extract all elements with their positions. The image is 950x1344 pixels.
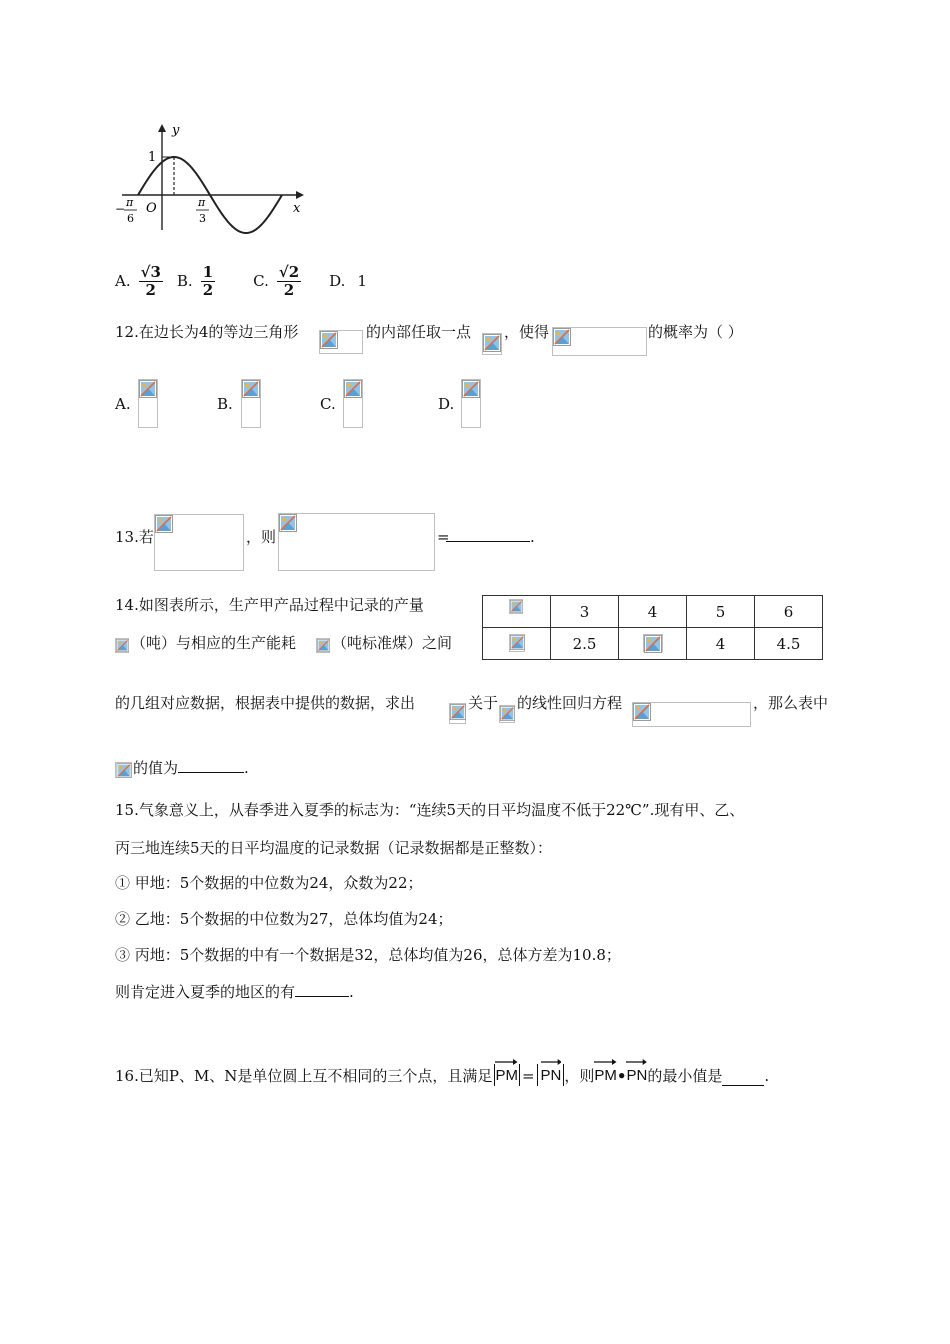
q12-option-b-image xyxy=(241,379,261,428)
vector-pm-1 xyxy=(495,1058,518,1086)
vector-arrow-icon xyxy=(495,1059,518,1065)
table-row xyxy=(483,628,823,660)
table-cell: 2.5 xyxy=(551,628,619,660)
vector-arrow-icon xyxy=(541,1059,562,1065)
broken-image-icon xyxy=(633,703,651,721)
broken-image-icon xyxy=(155,515,173,533)
broken-image-icon xyxy=(553,328,571,346)
vector-arrow-icon xyxy=(594,1059,617,1065)
q14-image-y xyxy=(316,638,330,653)
abs-bar-left-2 xyxy=(537,1064,538,1086)
broken-image-icon xyxy=(116,639,129,652)
q14-line-3a: 的几组对应数据，根据表中提供的数据，求出 xyxy=(115,694,416,712)
table-cell-header-x xyxy=(483,596,551,628)
q13-equals: = xyxy=(437,528,450,546)
broken-image-icon xyxy=(116,763,132,778)
q11-option-b-label: B. xyxy=(176,272,193,290)
q15-line-end: 则肯定进入夏季的地区的有 . xyxy=(115,983,354,1001)
axis-label-y: y xyxy=(172,123,180,138)
q11-option-c-den: 2 xyxy=(283,280,295,299)
q13-answer-blank: . xyxy=(446,527,535,547)
q14-data-table xyxy=(482,595,823,660)
broken-image-icon xyxy=(462,380,480,398)
q12-image-condition xyxy=(552,327,647,356)
vector-arrow-icon xyxy=(626,1059,647,1065)
q14-image-y2 xyxy=(449,703,466,724)
q15-line-2: 丙三地连续5天的日平均温度的记录数据（记录数据都是正整数）： xyxy=(115,839,553,857)
tick-left-num: π xyxy=(126,196,134,209)
q14-line-3b: 关于 xyxy=(468,694,499,712)
q11-option-b-num: 1 xyxy=(202,262,214,281)
sine-graph xyxy=(112,120,307,235)
abs-bar-right-1 xyxy=(519,1064,520,1086)
q14-line-4-text: 的值为 xyxy=(133,759,179,777)
q11-option-b-den: 2 xyxy=(202,280,214,299)
q11-option-a-label: A. xyxy=(115,272,131,290)
q11-option-c-label: C. xyxy=(253,272,269,290)
q12-option-b-label: B. xyxy=(217,395,233,413)
q14-image-x xyxy=(115,638,129,653)
q14-line-1: 14.如图表所示，生产甲产品过程中记录的产量 xyxy=(115,596,424,614)
y-axis-arrow xyxy=(158,124,166,132)
q16-then: ，则 xyxy=(564,1067,595,1085)
broken-image-icon xyxy=(139,380,157,398)
q11-option-a-num: √3 xyxy=(140,262,161,281)
table-cell-header-y xyxy=(483,628,551,660)
q15-line-1: 15.气象意义上，从春季进入夏季的标志为：“连续5天的日平均温度不低于22℃”.现有甲、乙、 xyxy=(115,801,745,819)
q16-equals: = xyxy=(521,1067,535,1085)
q16-line xyxy=(115,1054,769,1086)
y-tick-one: 1 xyxy=(148,150,157,165)
q14-line-3d: ，那么表中 xyxy=(753,694,829,712)
q11-option-d-label: D. xyxy=(329,272,346,290)
q13-text-2: ，则 xyxy=(246,528,277,546)
tick-right-den: 3 xyxy=(199,212,206,225)
q15-item-3: ③ 丙地：5个数据的中有一个数据是32，总体均值为26，总体方差为10.8； xyxy=(115,946,621,964)
vector-pm-label: PM xyxy=(495,1067,518,1084)
q12-option-c-image xyxy=(343,379,363,428)
q12-option-a-label: A. xyxy=(115,395,131,413)
q14-image-regression xyxy=(632,702,751,727)
table-cell: 4.5 xyxy=(755,628,823,660)
broken-image-icon xyxy=(483,334,501,352)
vector-pm-label: PM xyxy=(594,1067,617,1084)
q12-text-3: ，使得 xyxy=(504,323,550,341)
q12-text-4: 的概率为（ ） xyxy=(648,323,743,341)
q11-option-c-fraction xyxy=(277,264,301,299)
table-cell: 5 xyxy=(687,596,755,628)
broken-image-icon xyxy=(450,704,466,720)
vector-pn-label: PN xyxy=(540,1067,562,1084)
tick-left-den: 6 xyxy=(127,212,134,225)
q14-line-2a: （吨）与相应的生产能耗 xyxy=(131,634,297,652)
broken-image-icon xyxy=(510,600,523,613)
q11-option-c-num: √2 xyxy=(278,262,300,281)
table-cell: 4 xyxy=(687,628,755,660)
q14-image-t xyxy=(115,762,132,778)
q14-image-x2 xyxy=(499,705,515,723)
q11-option-b-fraction xyxy=(201,264,215,299)
tick-right-num: π xyxy=(198,196,206,209)
q11-option-a-fraction xyxy=(139,264,163,299)
axis-label-x: x xyxy=(293,201,301,216)
q15-line-end-text: 则肯定进入夏季的地区的有 xyxy=(115,983,296,1001)
x-axis-arrow xyxy=(296,191,304,199)
q12-option-d-label: D. xyxy=(438,395,455,413)
broken-image-icon xyxy=(510,635,525,650)
broken-image-icon xyxy=(344,380,362,398)
q11-option-a xyxy=(115,258,367,304)
broken-image-icon xyxy=(279,514,297,532)
q12-option-c-label: C. xyxy=(320,395,336,413)
vector-pn-label: PN xyxy=(626,1067,648,1084)
q12-text-1: 12.在边长为4的等边三角形 xyxy=(115,323,299,341)
table-cell: 3 xyxy=(551,596,619,628)
q11-option-d-value: 1 xyxy=(357,272,367,290)
q13-text-1: 13.若 xyxy=(115,528,154,546)
broken-image-icon xyxy=(317,639,330,652)
broken-image-icon xyxy=(320,331,338,349)
q12-option-d-image xyxy=(461,379,481,428)
vector-pn-2 xyxy=(626,1058,647,1086)
tick-left-sign: − xyxy=(115,202,126,216)
table-cell: 4 xyxy=(619,596,687,628)
q15-item-2: ② 乙地：5个数据的中位数为27，总体均值为24； xyxy=(115,910,453,928)
q12-image-triangle xyxy=(319,330,363,354)
q16-answer-blank xyxy=(722,1071,764,1086)
q12-option-a-image xyxy=(138,379,158,428)
broken-image-icon xyxy=(500,706,515,721)
q13-image-expression xyxy=(278,513,435,571)
broken-image-icon xyxy=(644,635,662,653)
broken-image-icon xyxy=(242,380,260,398)
origin-label: O xyxy=(146,201,157,216)
q12-image-point xyxy=(482,333,502,355)
table-cell-unknown xyxy=(619,628,687,660)
vector-pm-2 xyxy=(594,1058,617,1086)
table-row xyxy=(483,596,823,628)
q16-dot: • xyxy=(616,1067,627,1085)
q16-period: . xyxy=(764,1067,770,1085)
q15-item-1: ① 甲地：5个数据的中位数为24，众数为22； xyxy=(115,874,423,892)
q13-image-given xyxy=(154,514,244,571)
vector-pn-1 xyxy=(541,1058,562,1086)
q14-line-2b: （吨标准煤）之间 xyxy=(332,634,453,652)
table-cell: 6 xyxy=(755,596,823,628)
q16-text-1: 16.已知P、M、N是单位圆上互不相同的三个点，且满足 xyxy=(115,1067,493,1085)
q14-line-4: 的值为 . xyxy=(133,759,249,777)
q16-text-2: 的最小值是 xyxy=(647,1067,723,1085)
q14-line-3c: 的线性回归方程 xyxy=(517,694,623,712)
q11-option-a-den: 2 xyxy=(145,280,156,299)
q12-text-2: 的内部任取一点 xyxy=(366,323,472,341)
